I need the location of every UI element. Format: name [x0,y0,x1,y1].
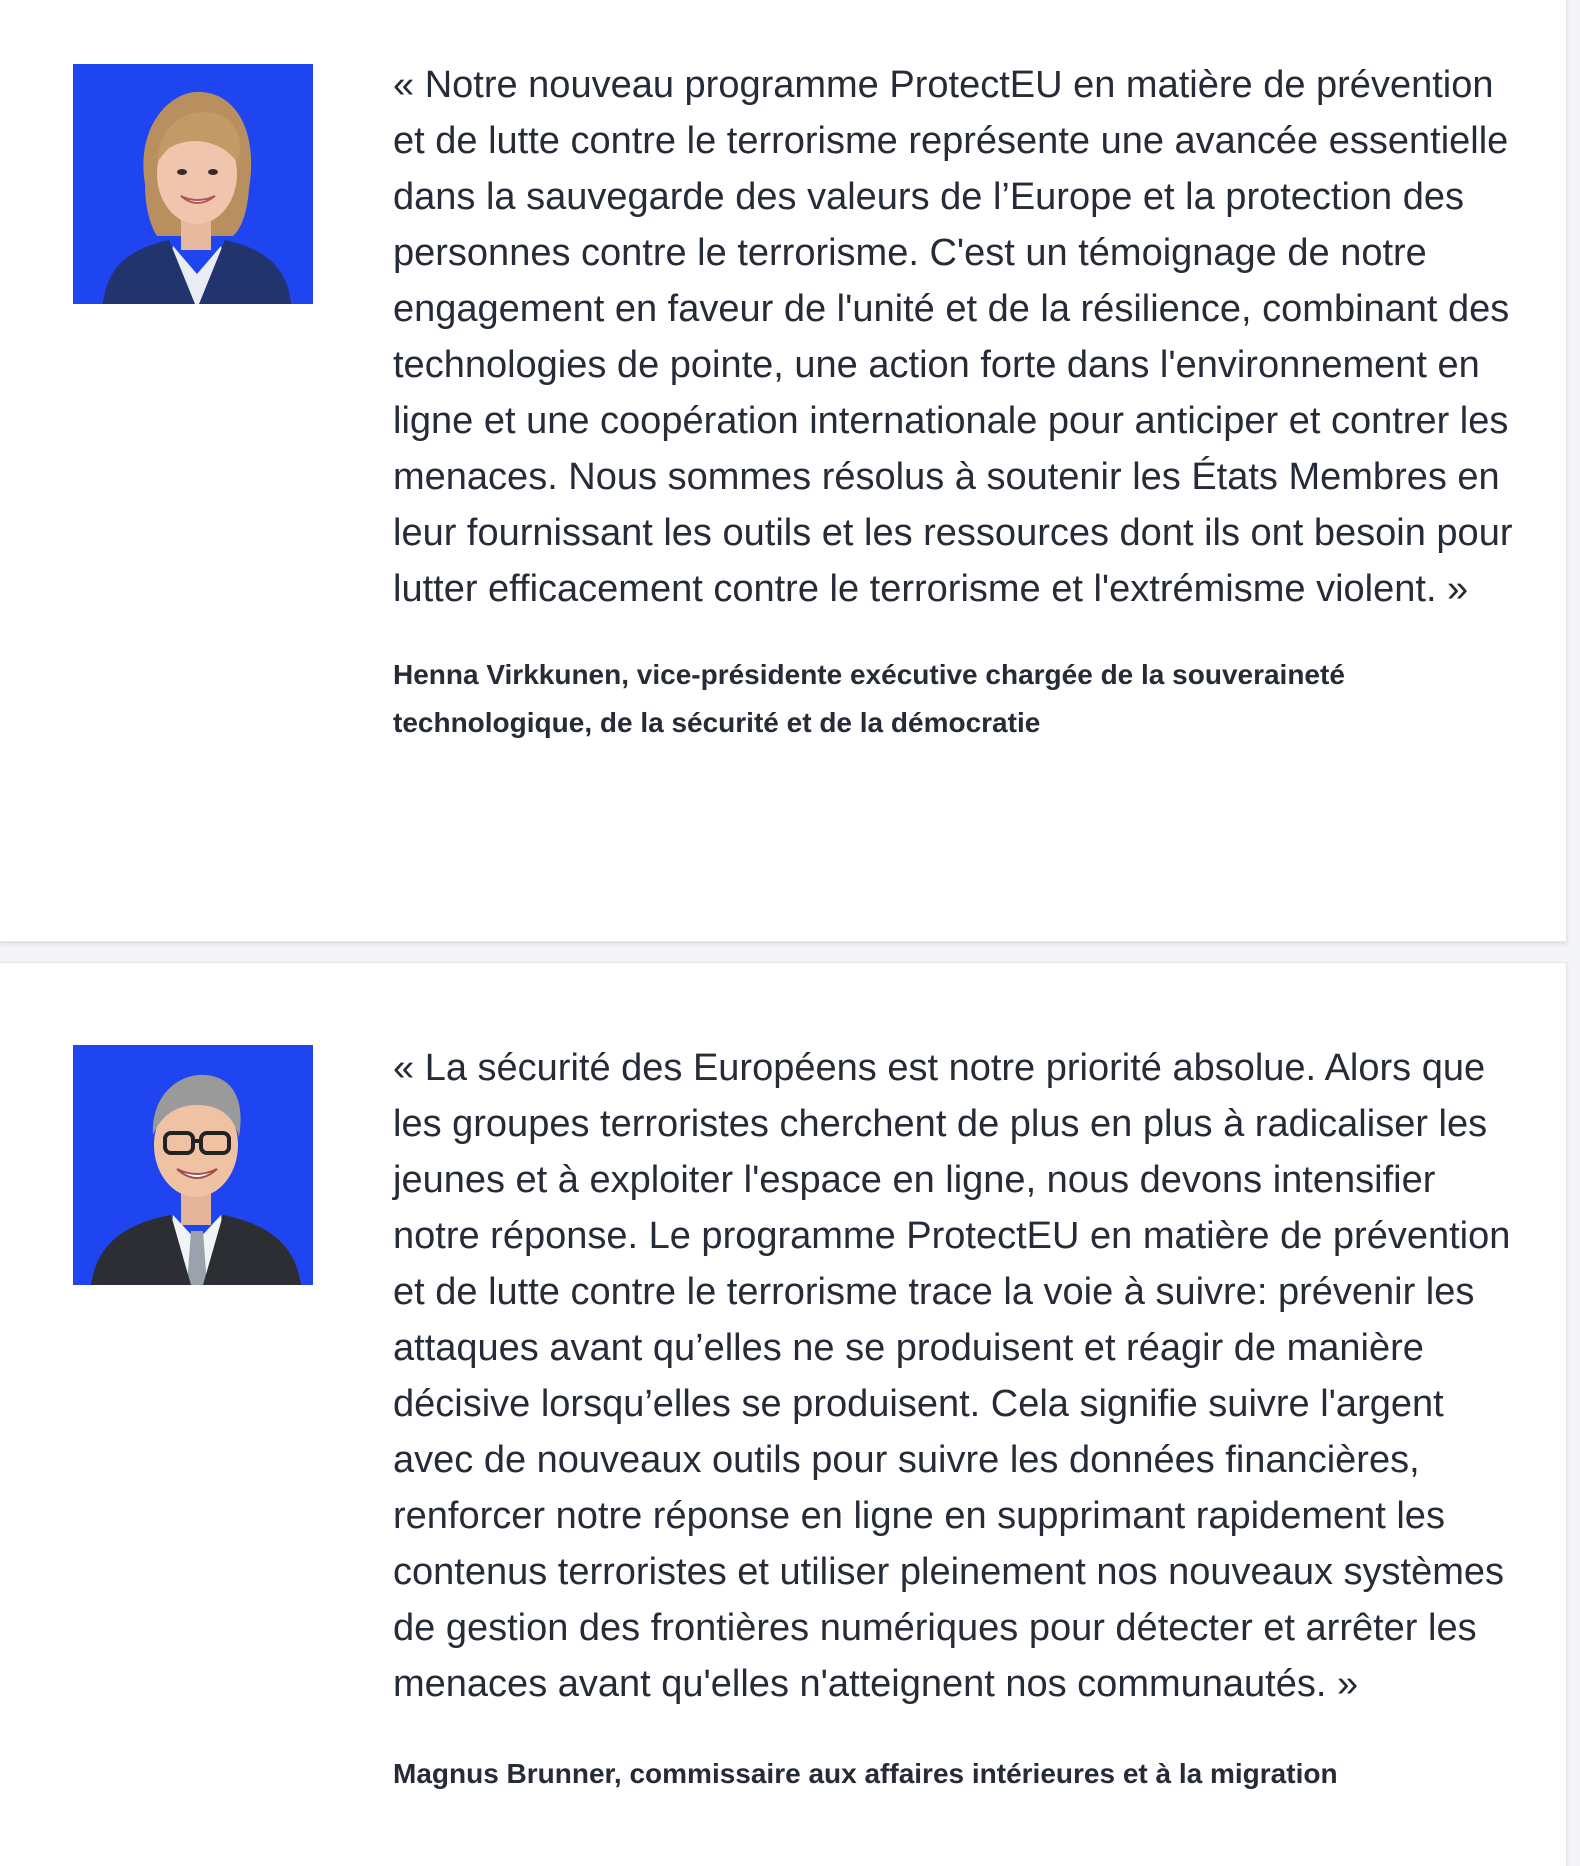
portrait-woman-icon [73,64,313,304]
quote-text: « Notre nouveau programme ProtectEU en matière de prévention et de lutte contre le terrorisme représente une avancée essentielle dans la sauvegarde des valeurs de l’Europe et la protection des personnes contre le terrorisme. C'est un témoignage de notre engagement en faveur de l'unité et de la résilience, combinant des technologies de pointe, une action forte dans l'environnement en ligne et une coopération internationale pour anticiper et contrer les menaces. Nous sommes résolus à soutenir les États Membres en leur fournissant les outils et les ressources dont ils ont besoin pour lutter efficacement contre le terrorisme et l'extrémisme violent. » [393,64,1513,610]
quote-author: Henna Virkkunen, vice-présidente exécutive chargée de la souveraineté technologique, de la sécurité et de la démocratie [393,659,1345,738]
testimonial-card [0,962,1567,1866]
quote-author: Magnus Brunner, commissaire aux affaires intérieures et à la migration [393,1758,1338,1789]
quote-block [393,1040,1513,1798]
portrait-man-icon [73,1045,313,1285]
quote-text: « La sécurité des Européens est notre priorité absolue. Alors que les groupes terroristes cherchent de plus en plus à radicaliser les jeunes et à exploiter l'espace en ligne, nous devons intensifier notre réponse. Le programme ProtectEU en matière de prévention et de lutte contre le terrorisme trace la voie à suivre: prévenir les attaques avant qu’elles ne se produisent et réagir de manière décisive lorsqu’elles se produisent. Cela signifie suivre l'argent avec de nouveaux outils pour suivre les données financières, renforcer notre réponse en ligne en supprimant rapidement les contenus terroristes et utiliser pleinement nos nouveaux systèmes de gestion des frontières numériques pour détecter et arrêter les menaces avant qu'elles n'atteignent nos communautés. » [393,1047,1511,1705]
quote-block [393,57,1513,747]
